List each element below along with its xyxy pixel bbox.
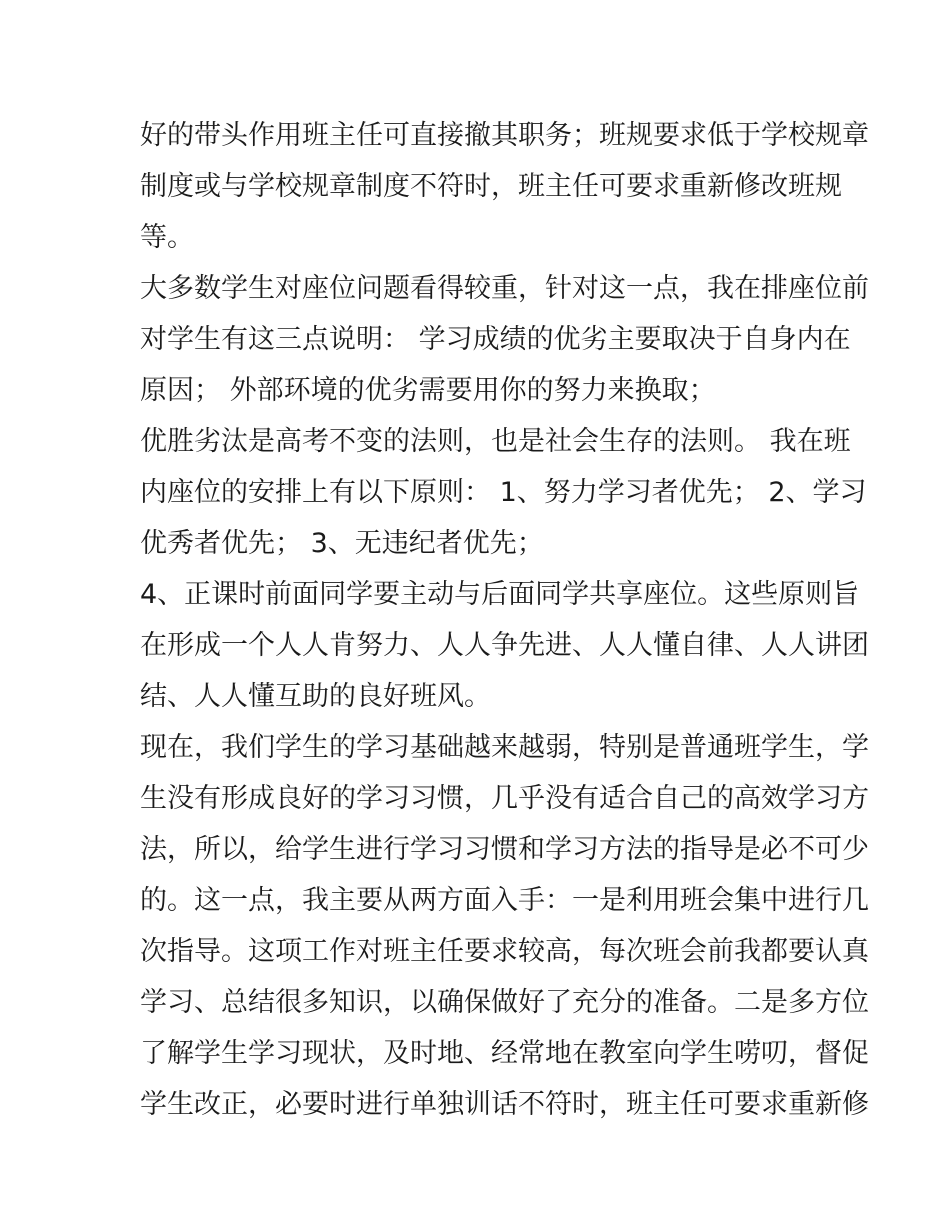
text-line: 好的带头作用班主任可直接撤其职务；班规要求低于学校规章	[140, 120, 869, 151]
text-line: 优秀者优先； 3、无违纪者优先；	[140, 528, 544, 559]
text-line: 等。	[140, 222, 194, 253]
paragraph-seating-explanation	[140, 263, 869, 416]
text-line: 的。这一点，我主要从两方面入手：一是利用班会集中进行几	[140, 885, 869, 916]
paragraph-seating-principles	[140, 416, 867, 569]
text-line: 次指导。这项工作对班主任要求较高，每次班会前我都要认真	[140, 936, 869, 967]
text-line: 学习、总结很多知识，以确保做好了充分的准备。二是多方位	[140, 987, 869, 1018]
text-line: 优胜劣汰是高考不变的法则，也是社会生存的法则。 我在班	[140, 426, 851, 457]
text-line: 了解学生学习现状，及时地、经常地在教室向学生唠叨，督促	[140, 1038, 869, 1069]
text-line: 法，所以，给学生进行学习习惯和学习方法的指导是必不可少	[140, 834, 869, 865]
document-body	[140, 110, 869, 1130]
text-line: 结、人人懂互助的良好班风。	[140, 681, 491, 712]
text-line: 原因； 外部环境的优劣需要用你的努力来换取；	[140, 375, 716, 406]
text-line: 4、正课时前面同学要主动与后面同学共享座位。这些原则旨	[140, 579, 860, 610]
text-line: 大多数学生对座位问题看得较重，针对这一点，我在排座位前	[140, 273, 869, 304]
text-line: 内座位的安排上有以下原则： 1、努力学习者优先； 2、学习	[140, 477, 867, 508]
text-line: 现在，我们学生的学习基础越来越弱，特别是普通班学生，学	[140, 732, 869, 763]
text-line: 学生改正，必要时进行单独训话不符时，班主任可要求重新修	[140, 1089, 869, 1120]
text-line: 对学生有这三点说明： 学习成绩的优劣主要取决于自身内在	[140, 324, 851, 355]
text-line: 在形成一个人人肯努力、人人争先进、人人懂自律、人人讲团	[140, 630, 869, 661]
paragraph-seat-sharing	[140, 569, 869, 722]
paragraph-study-habits	[140, 722, 869, 1130]
paragraph-class-rules	[140, 110, 869, 263]
text-line: 生没有形成良好的学习习惯，几乎没有适合自己的高效学习方	[140, 783, 869, 814]
text-line: 制度或与学校规章制度不符时，班主任可要求重新修改班规	[140, 171, 842, 202]
